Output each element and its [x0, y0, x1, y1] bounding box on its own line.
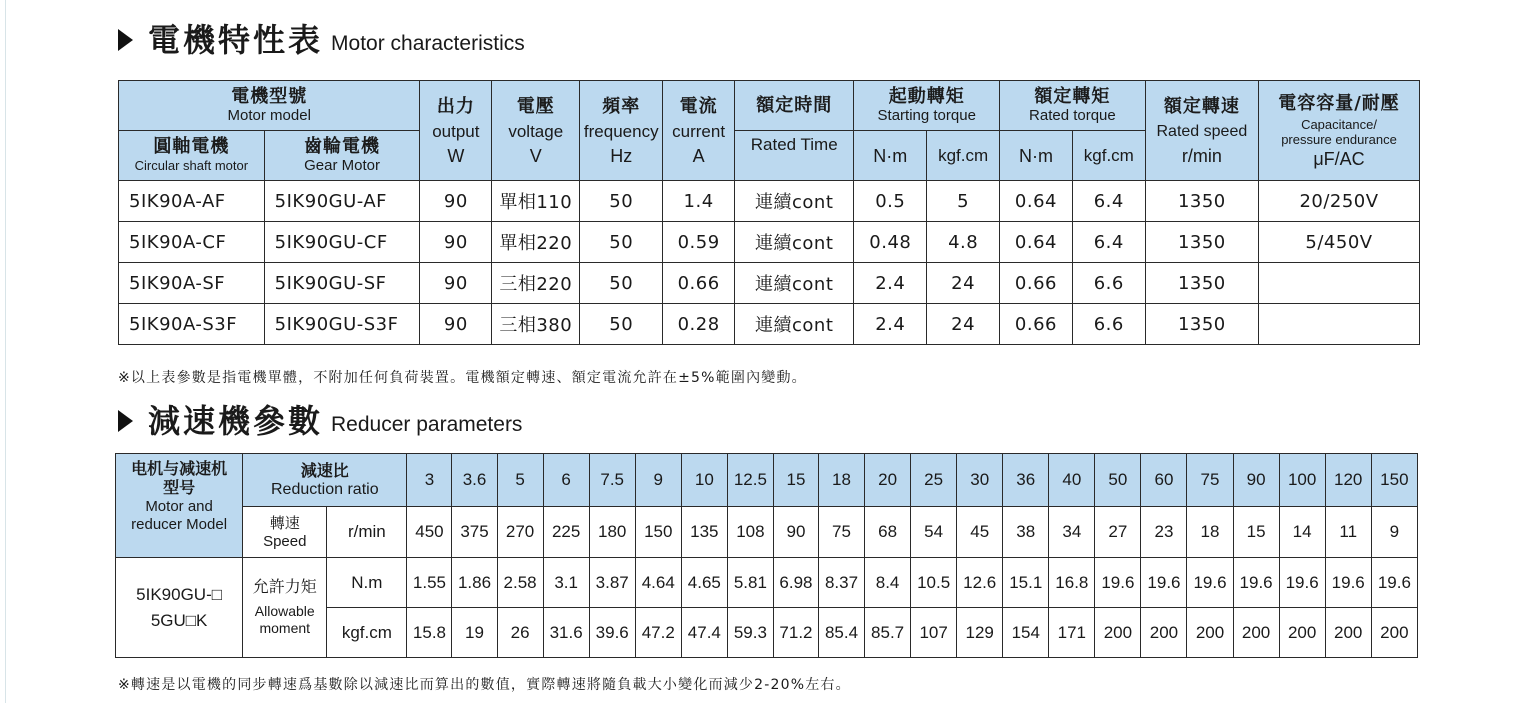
speed-cell: 18	[1187, 507, 1233, 558]
cell-gear: 5IK90GU-CF	[264, 222, 420, 263]
cell-gear: 5IK90GU-S3F	[264, 304, 420, 345]
header-circular-shaft-motor: 圓軸電機 Circular shaft motor	[119, 131, 265, 181]
moment-nm-cell: 19.6	[1095, 558, 1141, 608]
header-motor-reducer-model: 电机与减速机 型号 Motor and reducer Model	[116, 454, 243, 558]
moment-kgf-cell: 200	[1279, 608, 1325, 658]
speed-cell: 90	[773, 507, 818, 558]
moment-nm-cell: 1.55	[407, 558, 452, 608]
cell-frequency: 50	[580, 181, 663, 222]
ratio-cell: 50	[1095, 454, 1141, 507]
cell-start-kgf: 4.8	[927, 222, 1000, 263]
moment-kgf-cell: 129	[957, 608, 1003, 658]
table-row	[119, 263, 1420, 304]
page-edge-rule	[5, 0, 6, 703]
header-output: 出力 output W	[420, 81, 492, 181]
motor-characteristics-heading	[118, 20, 525, 60]
moment-kgf-cell: 200	[1325, 608, 1371, 658]
cell-rated-time: 連續cont	[735, 263, 854, 304]
moment-nm-cell: 4.64	[635, 558, 681, 608]
cell-voltage: 三相380	[492, 304, 580, 345]
cell-gear: 5IK90GU-SF	[264, 263, 420, 304]
cell-rated-time: 連續cont	[735, 222, 854, 263]
cell-circular: 5IK90A-AF	[119, 181, 265, 222]
moment-nm-cell: 5.81	[727, 558, 773, 608]
moment-nm-cell: 10.5	[911, 558, 957, 608]
speed-cell: 15	[1233, 507, 1279, 558]
cell-voltage: 單相220	[492, 222, 580, 263]
cell-capacitance	[1259, 304, 1420, 345]
triangle-bullet-icon	[118, 410, 133, 432]
moment-kgf-cell: 85.4	[818, 608, 864, 658]
cell-start-nm: 0.48	[854, 222, 927, 263]
cell-speed: 1350	[1145, 304, 1258, 345]
moment-nm-cell: 15.1	[1003, 558, 1049, 608]
cell-rated-nm: 0.66	[1000, 263, 1073, 304]
speed-cell: 54	[911, 507, 957, 558]
ratio-cell: 30	[957, 454, 1003, 507]
speed-cell: 38	[1003, 507, 1049, 558]
moment-nm-cell: 3.87	[589, 558, 635, 608]
ratio-cell: 40	[1049, 454, 1095, 507]
cell-current: 0.28	[663, 304, 735, 345]
cell-speed: 1350	[1145, 222, 1258, 263]
header-frequency: 頻率 frequency Hz	[580, 81, 663, 181]
speed-cell: 225	[543, 507, 589, 558]
cell-capacitance: 20/250V	[1259, 181, 1420, 222]
moment-nm-cell: 19.6	[1141, 558, 1187, 608]
ratio-cell: 15	[773, 454, 818, 507]
ratio-cell: 3	[407, 454, 452, 507]
moment-kgf-cell: 107	[911, 608, 957, 658]
moment-nm-cell: 12.6	[957, 558, 1003, 608]
ratio-cell: 3.6	[452, 454, 497, 507]
ratio-cell: 10	[681, 454, 727, 507]
cell-circular: 5IK90A-S3F	[119, 304, 265, 345]
cell-voltage: 三相220	[492, 263, 580, 304]
header-start-nm: N·m	[854, 131, 927, 181]
moment-kgf-cell: 171	[1049, 608, 1095, 658]
speed-cell: 11	[1325, 507, 1371, 558]
reducer-model: 5IK90GU-□ 5GU□K	[116, 558, 243, 658]
reducer-table-footnote: ※轉速是以電機的同步轉速爲基數除以減速比而算出的數值，實際轉速將隨負載大小變化而減少2-20%左右。	[118, 677, 851, 693]
moment-nm-cell: 16.8	[1049, 558, 1095, 608]
cell-output: 90	[420, 263, 492, 304]
cell-voltage: 單相110	[492, 181, 580, 222]
ratio-cell: 9	[635, 454, 681, 507]
cell-current: 0.66	[663, 263, 735, 304]
moment-nm-cell: 4.65	[681, 558, 727, 608]
moment-nm-cell: 3.1	[543, 558, 589, 608]
moment-nm-cell: 8.4	[865, 558, 911, 608]
heading-en: Reducer parameters	[331, 413, 523, 436]
header-rated-speed: 額定轉速 Rated speed r/min	[1145, 81, 1258, 181]
ratio-cell: 150	[1371, 454, 1417, 507]
header-reduction-ratio: 減速比 Reduction ratio	[243, 454, 407, 507]
moment-kgf-cell: 71.2	[773, 608, 818, 658]
speed-cell: 375	[452, 507, 497, 558]
moment-nm-cell: 19.6	[1187, 558, 1233, 608]
speed-cell: 68	[865, 507, 911, 558]
ratio-cell: 6	[543, 454, 589, 507]
moment-kgf-cell: 19	[452, 608, 497, 658]
moment-unit-nm: N.m	[327, 558, 407, 608]
cell-current: 1.4	[663, 181, 735, 222]
cell-output: 90	[420, 222, 492, 263]
heading-zh: 減速機參數	[148, 402, 324, 440]
moment-unit-kgfcm: kgf.cm	[327, 608, 407, 658]
table-row	[119, 304, 1420, 345]
motor-characteristics-table	[118, 80, 1420, 345]
cell-current: 0.59	[663, 222, 735, 263]
moment-kgf-cell: 26	[497, 608, 543, 658]
ratio-cell: 36	[1003, 454, 1049, 507]
speed-cell: 23	[1141, 507, 1187, 558]
cell-start-nm: 0.5	[854, 181, 927, 222]
reducer-parameters-heading	[118, 401, 522, 441]
cell-rated-time: 連續cont	[735, 181, 854, 222]
moment-nm-cell: 6.98	[773, 558, 818, 608]
speed-label: 轉速 Speed	[243, 507, 327, 558]
cell-start-kgf: 24	[927, 263, 1000, 304]
moment-kgf-cell: 39.6	[589, 608, 635, 658]
moment-nm-cell: 8.37	[818, 558, 864, 608]
ratio-cell: 7.5	[589, 454, 635, 507]
moment-kgf-cell: 85.7	[865, 608, 911, 658]
speed-cell: 180	[589, 507, 635, 558]
moment-kgf-cell: 200	[1187, 608, 1233, 658]
cell-output: 90	[420, 181, 492, 222]
moment-kgf-cell: 47.4	[681, 608, 727, 658]
ratio-cell: 12.5	[727, 454, 773, 507]
moment-kgf-cell: 200	[1095, 608, 1141, 658]
ratio-cell: 90	[1233, 454, 1279, 507]
moment-kgf-cell: 31.6	[543, 608, 589, 658]
speed-cell: 270	[497, 507, 543, 558]
speed-unit: r/min	[327, 507, 407, 558]
ratio-cell: 120	[1325, 454, 1371, 507]
reducer-parameters-table	[115, 453, 1418, 658]
header-capacitance: 電容容量/耐壓 Capacitance/ pressure endurance μF/AC	[1259, 81, 1420, 181]
cell-speed: 1350	[1145, 181, 1258, 222]
cell-rated-kgf: 6.6	[1072, 263, 1145, 304]
moment-kgf-cell: 200	[1141, 608, 1187, 658]
cell-rated-nm: 0.64	[1000, 222, 1073, 263]
speed-cell: 450	[407, 507, 452, 558]
cell-output: 90	[420, 304, 492, 345]
header-voltage: 電壓 voltage V	[492, 81, 580, 181]
moment-kgf-cell: 200	[1371, 608, 1417, 658]
cell-frequency: 50	[580, 263, 663, 304]
header-current: 電流 current A	[663, 81, 735, 181]
ratio-cell: 25	[911, 454, 957, 507]
triangle-bullet-icon	[118, 29, 133, 51]
cell-gear: 5IK90GU-AF	[264, 181, 420, 222]
speed-cell: 75	[818, 507, 864, 558]
header-rated-nm: N·m	[1000, 131, 1073, 181]
moment-kgf-cell: 200	[1233, 608, 1279, 658]
ratio-cell: 60	[1141, 454, 1187, 507]
cell-circular: 5IK90A-SF	[119, 263, 265, 304]
moment-label: 允許力矩 Allowable moment	[243, 558, 327, 658]
cell-start-nm: 2.4	[854, 263, 927, 304]
heading-zh: 電機特性表	[148, 21, 324, 59]
cell-rated-nm: 0.64	[1000, 181, 1073, 222]
cell-rated-kgf: 6.6	[1072, 304, 1145, 345]
cell-start-nm: 2.4	[854, 304, 927, 345]
moment-nm-cell: 19.6	[1279, 558, 1325, 608]
cell-speed: 1350	[1145, 263, 1258, 304]
moment-kgf-cell: 47.2	[635, 608, 681, 658]
table-row	[119, 181, 1420, 222]
cell-capacitance: 5/450V	[1259, 222, 1420, 263]
cell-start-kgf: 5	[927, 181, 1000, 222]
motor-table-footnote: ※以上表參數是指電機單體，不附加任何負荷裝置。電機額定轉速、額定電流允許在±5%範圍內變動。	[118, 370, 807, 386]
cell-rated-kgf: 6.4	[1072, 222, 1145, 263]
cell-rated-time: 連續cont	[735, 304, 854, 345]
moment-nm-cell: 19.6	[1233, 558, 1279, 608]
speed-cell: 108	[727, 507, 773, 558]
moment-nm-cell: 19.6	[1325, 558, 1371, 608]
ratio-cell: 5	[497, 454, 543, 507]
cell-frequency: 50	[580, 222, 663, 263]
speed-cell: 9	[1371, 507, 1417, 558]
ratio-cell: 100	[1279, 454, 1325, 507]
ratio-cell: 75	[1187, 454, 1233, 507]
header-rated-time-en: Rated Time	[735, 131, 854, 181]
heading-en: Motor characteristics	[331, 32, 525, 55]
header-motor-model: 電機型號 Motor model	[119, 81, 420, 131]
header-rated-torque: 額定轉矩 Rated torque	[1000, 81, 1146, 131]
moment-nm-cell: 19.6	[1371, 558, 1417, 608]
speed-cell: 45	[957, 507, 1003, 558]
speed-cell: 34	[1049, 507, 1095, 558]
cell-start-kgf: 24	[927, 304, 1000, 345]
header-start-kgfcm: kgf.cm	[927, 131, 1000, 181]
header-starting-torque: 起動轉矩 Starting torque	[854, 81, 1000, 131]
table-row	[119, 222, 1420, 263]
cell-rated-kgf: 6.4	[1072, 181, 1145, 222]
ratio-cell: 18	[818, 454, 864, 507]
moment-nm-cell: 1.86	[452, 558, 497, 608]
header-rated-kgfcm: kgf.cm	[1072, 131, 1145, 181]
header-rated-time: 額定時間	[735, 81, 854, 131]
moment-kgf-cell: 154	[1003, 608, 1049, 658]
cell-circular: 5IK90A-CF	[119, 222, 265, 263]
cell-frequency: 50	[580, 304, 663, 345]
cell-rated-nm: 0.66	[1000, 304, 1073, 345]
speed-cell: 135	[681, 507, 727, 558]
speed-cell: 14	[1279, 507, 1325, 558]
speed-cell: 150	[635, 507, 681, 558]
moment-kgf-cell: 15.8	[407, 608, 452, 658]
moment-kgf-cell: 59.3	[727, 608, 773, 658]
moment-nm-cell: 2.58	[497, 558, 543, 608]
ratio-cell: 20	[865, 454, 911, 507]
speed-cell: 27	[1095, 507, 1141, 558]
cell-capacitance	[1259, 263, 1420, 304]
header-gear-motor: 齒輪電機 Gear Motor	[264, 131, 420, 181]
